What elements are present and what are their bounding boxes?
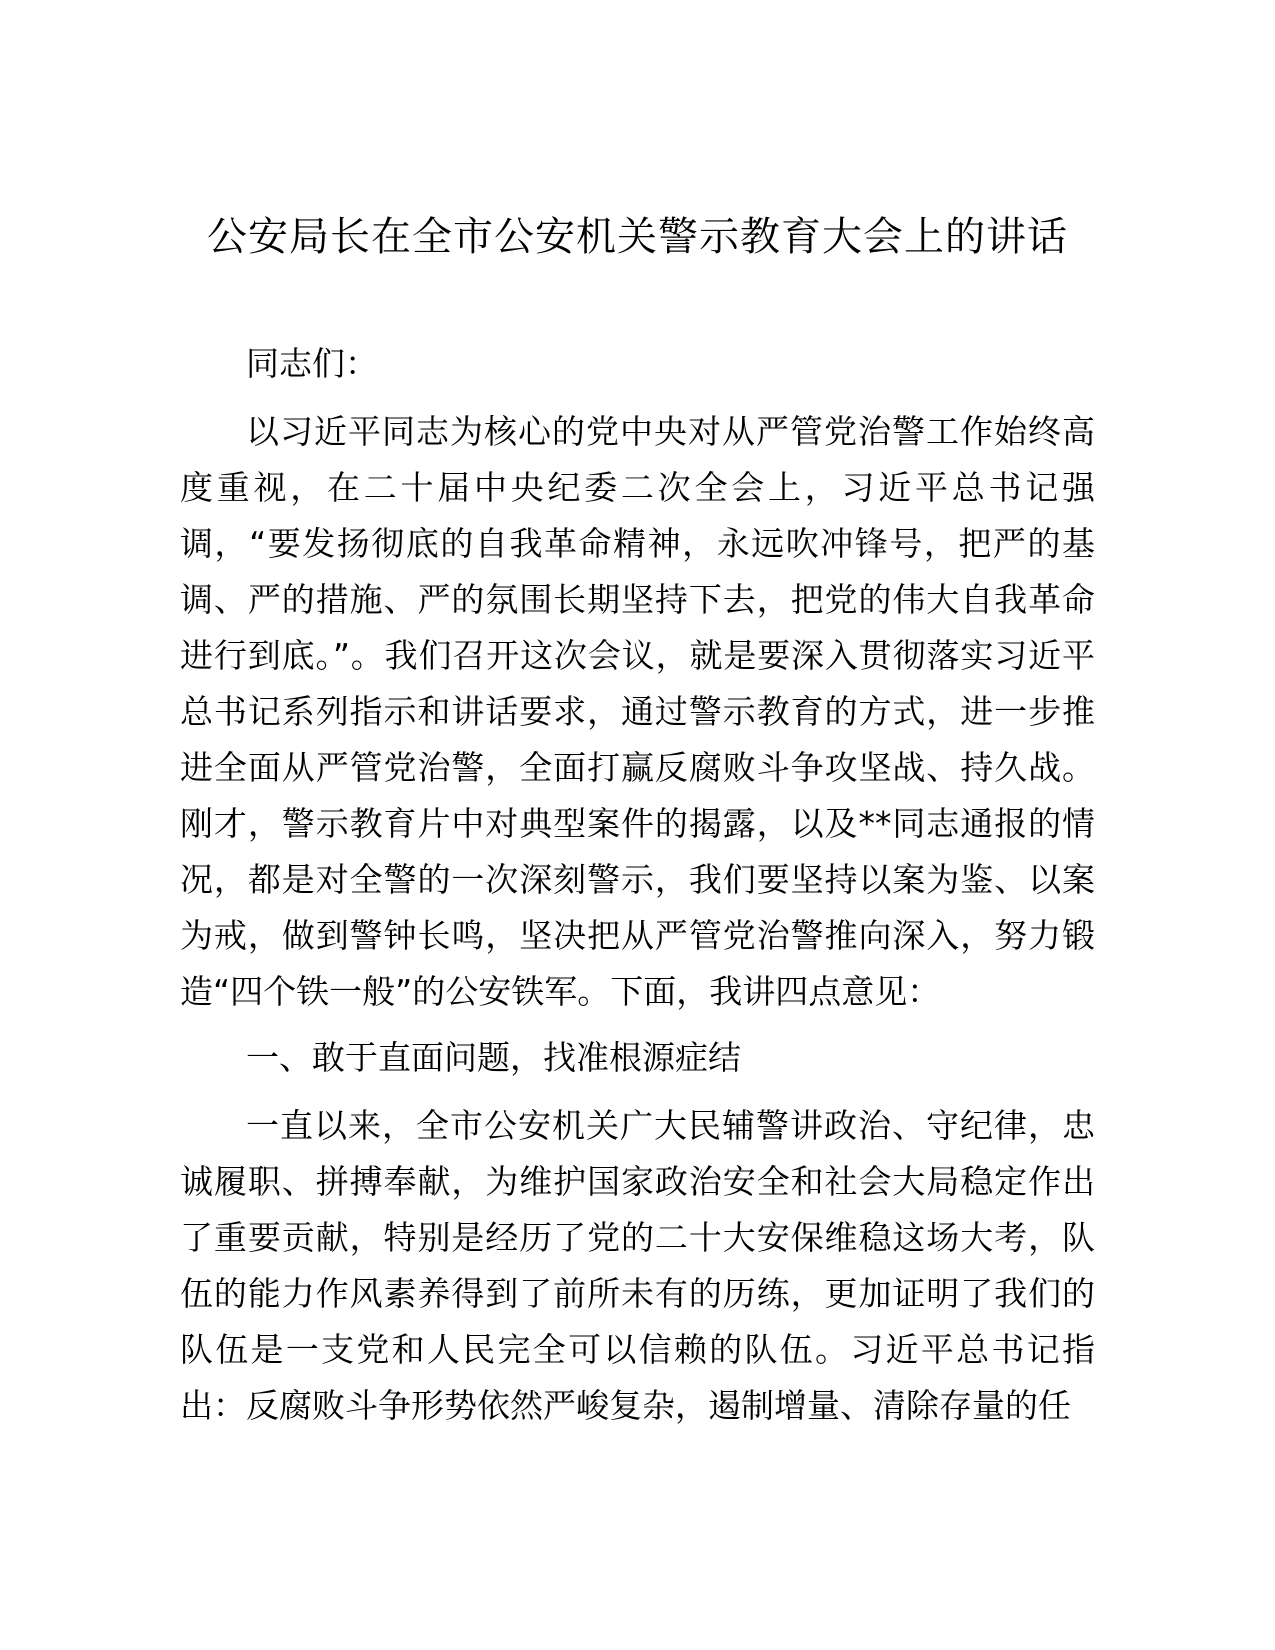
salutation: 同志们： — [246, 344, 378, 383]
document-body — [180, 336, 1095, 1444]
document-title: 公安局长在全市公安机关警示教育大会上的讲话 — [207, 214, 1068, 260]
section-heading: 一、敢于直面问题，找准根源症结 — [246, 1038, 741, 1077]
body-paragraph: 一直以来，全市公安机关广大民辅警讲政治、守纪律，忠诚履职、拼搏奉献，为维护国家政治安全和社会大局稳定作出了重要贡献，特别是经历了党的二十大安保维稳这场大考，队伍的能力作风素养得到了前所未有的历练，更加证明了我们的队伍是一支党和人民完全可以信赖的队伍。习近平总书记指出：反腐败斗争形势依然严峻复杂，遏制增量、清除存量的任 — [180, 1106, 1095, 1425]
body-paragraph: 以习近平同志为核心的党中央对从严管党治警工作始终高度重视，在二十届中央纪委二次全会上，习近平总书记强调，“要发扬彻底的自我革命精神，永远吹冲锋号，把严的基调、严的措施、严的氛围长期坚持下去，把党的伟大自我革命进行到底。”。我们召开这次会议，就是要深入贯彻落实习近平总书记系列指示和讲话要求，通过警示教育的方式，进一步推进全面从严管党治警，全面打赢反腐败斗争攻坚战、持久战。刚才，警示教育片中对典型案件的揭露，以及**同志通报的情况，都是对全警的一次深刻警示，我们要坚持以案为鉴、以案为戒，做到警钟长鸣，坚决把从严管党治警推向深入，努力锻造“四个铁一般”的公安铁军。下面，我讲四点意见： — [180, 412, 1095, 1011]
